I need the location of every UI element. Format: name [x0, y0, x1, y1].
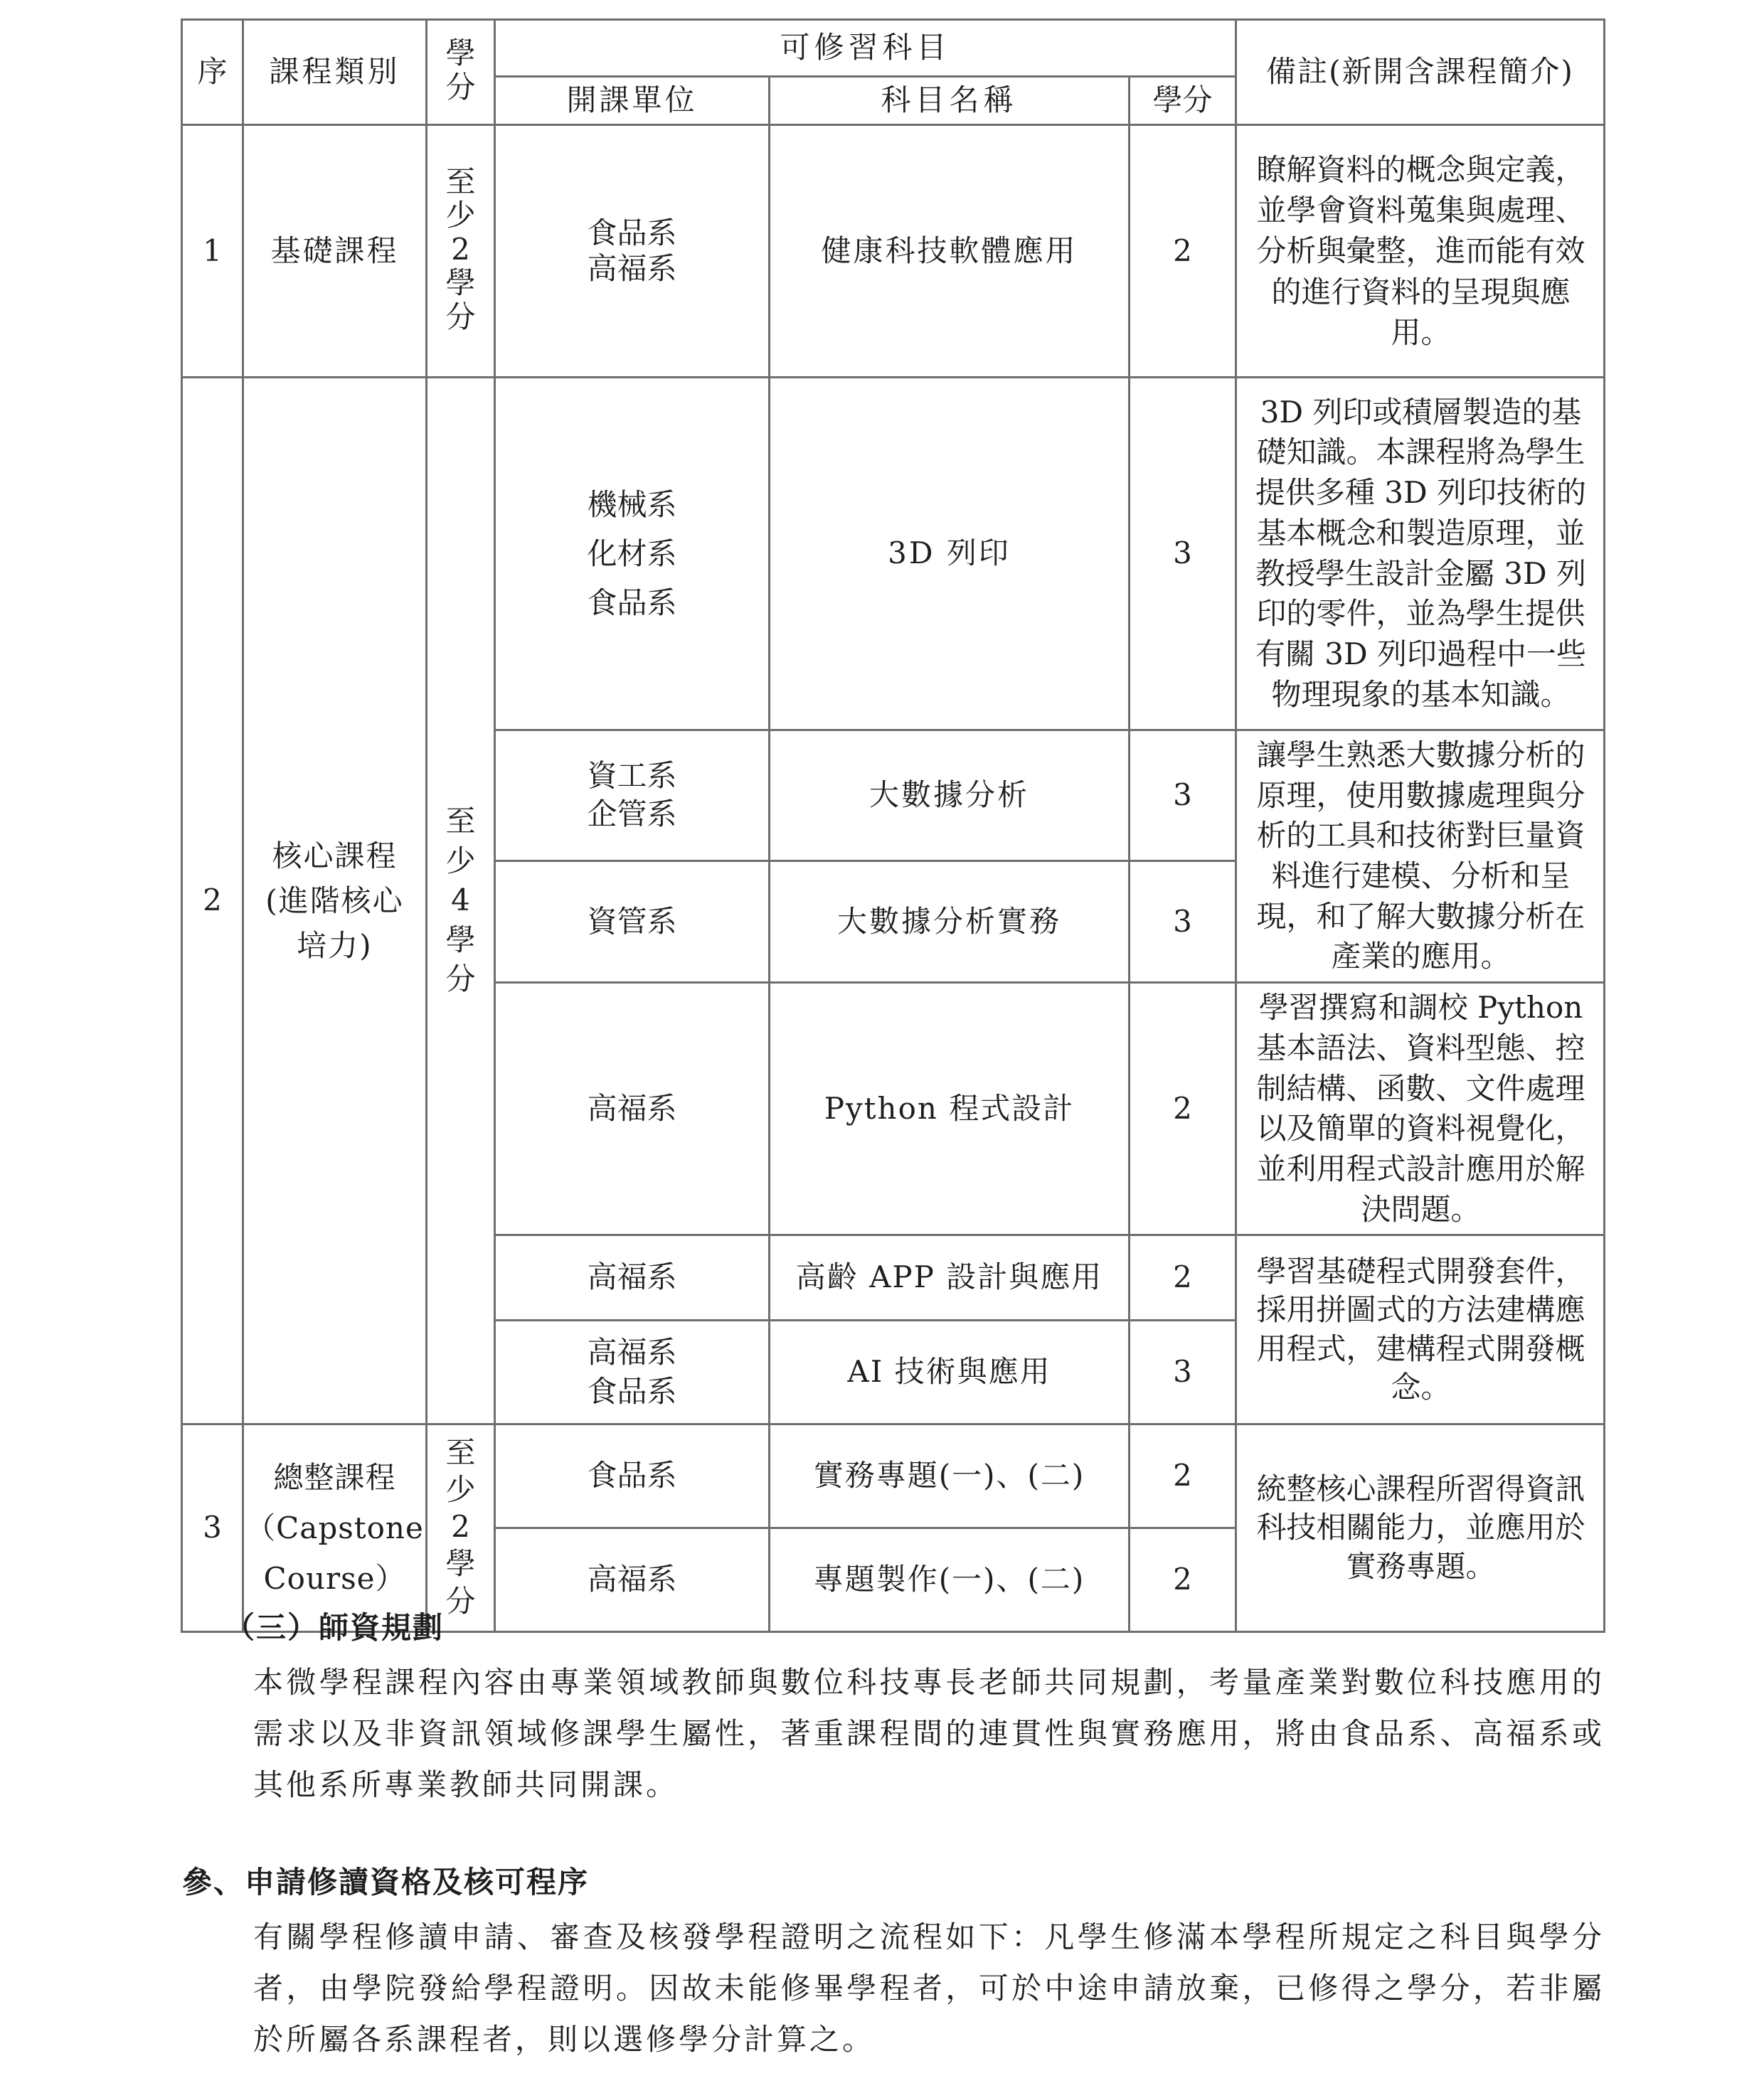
- course-unit: 高福系: [495, 983, 770, 1235]
- table-row: [182, 125, 1605, 378]
- course-unit: 食品系: [495, 1424, 770, 1528]
- section-faculty-body: 本微學程課程內容由專業領域教師與數位科技專長老師共同規劃，考量產業對數位科技應用的需求以及非資訊領域修課學生屬性，著重課程間的連貫性與實務應用，將由食品系、高福系或其他系所專業教師共同開課。: [253, 1665, 1605, 1802]
- row-seq: 2: [182, 378, 243, 1424]
- course-credits: 3: [1130, 730, 1236, 861]
- course-credits: 3: [1130, 378, 1236, 730]
- row-category: 總整課程 （Capstone Course）: [243, 1424, 427, 1632]
- section-application-heading: 參、申請修讀資格及核可程序: [182, 1865, 590, 1900]
- course-name: 專題製作(一)、(二): [770, 1528, 1130, 1632]
- header-unit: 開課單位: [495, 77, 770, 125]
- header-category: 課程類別: [243, 20, 427, 125]
- course-unit: 資工系 企管系: [495, 730, 770, 861]
- course-credits: 3: [1130, 861, 1236, 982]
- course-name: AI 技術與應用: [770, 1321, 1130, 1424]
- course-unit: 高福系: [495, 1235, 770, 1321]
- row-seq: 3: [182, 1424, 243, 1632]
- row-min-credits: 至少4學分: [427, 378, 495, 1424]
- table-row: [182, 1424, 1605, 1528]
- header-subject: 科目名稱: [770, 77, 1130, 125]
- course-notes: 3D 列印或積層製造的基礎知識。本課程將為學生提供多種 3D 列印技術的基本概念和製造原理，並教授學生設計金屬 3D 列印的零件，並為學生提供有關 3D 列印過程中一些物理現象的基本知識。: [1236, 378, 1605, 730]
- header-credits: 學分: [427, 20, 495, 125]
- course-name: Python 程式設計: [770, 983, 1130, 1235]
- course-credits: 2: [1130, 1528, 1236, 1632]
- header-subject-credits: 學分: [1130, 77, 1236, 125]
- course-notes: 學習基礎程式開發套件，採用拼圖式的方法建構應用程式，建構程式開發概念。: [1236, 1235, 1605, 1424]
- row-category: 基礎課程: [243, 125, 427, 378]
- course-unit: 高福系 食品系: [495, 1321, 770, 1424]
- course-unit: 機械系 化材系 食品系: [495, 378, 770, 730]
- row-min-credits: 至少2學分: [427, 125, 495, 378]
- row-category: 核心課程 (進階核心 培力): [243, 378, 427, 1424]
- course-name: 3D 列印: [770, 378, 1130, 730]
- course-name: 高齡 APP 設計與應用: [770, 1235, 1130, 1321]
- header-seq: 序: [182, 20, 243, 125]
- row-min-credits: 至少2學分: [427, 1424, 495, 1632]
- course-unit: 資管系: [495, 861, 770, 982]
- table-row: [182, 378, 1605, 730]
- row-seq: 1: [182, 125, 243, 378]
- course-notes: 讓學生熟悉大數據分析的原理，使用數據處理與分析的工具和技術對巨量資料進行建模、分析和呈現，和了解大數據分析在產業的應用。: [1236, 730, 1605, 983]
- course-name: 大數據分析: [770, 730, 1130, 861]
- course-credits: 2: [1130, 125, 1236, 378]
- course-credits: 3: [1130, 1321, 1236, 1424]
- course-name: 大數據分析實務: [770, 861, 1130, 982]
- section-faculty-heading: （三）師資規劃: [225, 1610, 445, 1645]
- course-unit: 高福系: [495, 1528, 770, 1632]
- header-available-subjects: 可修習科目: [495, 20, 1236, 77]
- course-name: 實務專題(一)、(二): [770, 1424, 1130, 1528]
- course-credits: 2: [1130, 983, 1236, 1235]
- course-notes: 瞭解資料的概念與定義，並學會資料蒐集與處理、分析與彙整，進而能有效的進行資料的呈現與應用。: [1236, 125, 1605, 378]
- header-notes: 備註(新開含課程簡介): [1236, 20, 1605, 125]
- course-credits: 2: [1130, 1235, 1236, 1321]
- course-notes: 學習撰寫和調校 Python 基本語法、資料型態、控制結構、函數、文件處理以及簡單的資料視覺化，並利用程式設計應用於解決問題。: [1236, 983, 1605, 1235]
- section-application-body: 有關學程修讀申請、審查及核發學程證明之流程如下：凡學生修滿本學程所規定之科目與學分者，由學院發給學程證明。因故未能修畢學程者，可於中途申請放棄，已修得之學分，若非屬於所屬各系課程者，則以選修學分計算之。: [253, 1919, 1605, 2057]
- course-unit: 食品系 高福系: [495, 125, 770, 378]
- course-credits: 2: [1130, 1424, 1236, 1528]
- course-name: 健康科技軟體應用: [770, 125, 1130, 378]
- course-notes: 統整核心課程所習得資訊科技相關能力，並應用於實務專題。: [1236, 1424, 1605, 1632]
- course-table: [181, 18, 1605, 1633]
